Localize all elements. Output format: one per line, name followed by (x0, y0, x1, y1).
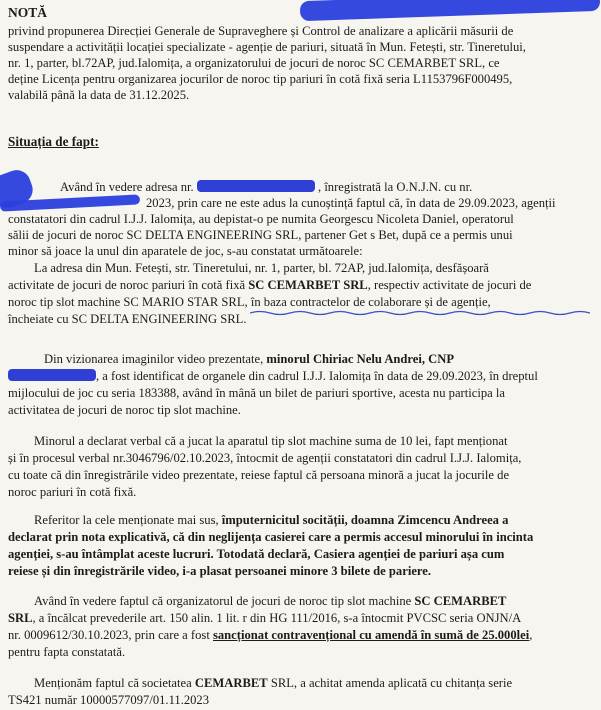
paragraph-line: cu toate că din înregistrările video prezentate, reiese faptul că persoana minoră a jucat la jocurile de (8, 468, 510, 482)
paragraph-line: Din vizionarea imaginilor video prezentate, minorul Chiriac Nelu Andrei, CNP (44, 352, 455, 366)
handwritten-underline (250, 310, 590, 316)
paragraph-line: La adresa din Mun. Fetești, str. Tineretului, nr. 1, parter, bl. 72AP, jud.Ialomița, desfășoară (34, 261, 489, 275)
intro-line: deține Licența pentru organizarea jocurilor de noroc tip pariuri în cotă fixă seria L1153796F000495, (8, 72, 513, 86)
paragraph-line: noroc tip slot machine SC MARIO STAR SRL, în baza contractelor de colaborare și de agenție, (8, 295, 491, 309)
paragraph-line: 2023, prin care ne este adus la cunoștință faptul că, în data de 29.09.2023, agenții (146, 196, 556, 210)
paragraph-line: Având în vedere adresa nr. , înregistrată la O.N.J.N. cu nr. (60, 180, 473, 194)
paragraph-line: activitatea de jocuri de noroc tip slot machine. (8, 403, 241, 417)
paragraph-line: mijlocului de joc cu seria 183388, având în mână un bilet de pariuri sportive, acesta nu participa la (8, 386, 505, 400)
paragraph-line: încheiate cu SC DELTA ENGINEERING SRL. (8, 312, 247, 326)
paragraph-line: Referitor la cele menționate mai sus, împuternicitul socității, doamna Zimcencu Andreea a (34, 513, 509, 527)
paragraph-line: TS421 număr 10000577097/01.11.2023 (8, 693, 210, 707)
section-heading: Situația de fapt: (8, 134, 99, 149)
intro-line: privind propunerea Direcției Generale de Supraveghere și Control de analizare a aplicării măsurii de (8, 24, 514, 38)
redacted-cnp (8, 369, 96, 381)
redaction-mark-top (300, 0, 601, 21)
paragraph-line: SRL, a încălcat prevederile art. 150 alin. 1 lit. r din HG 111/2016, s-a întocmit PVCSC seria ONJN/A (8, 611, 522, 625)
paragraph-line: Având în vedere faptul că organizatorul de jocuri de noroc tip slot machine SC CEMARBET (34, 594, 507, 608)
paragraph-line: nr. 0009612/30.10.2023, prin care a fost sancționat contravențional cu amendă în sumă de 25.000lei, (8, 628, 533, 642)
paragraph-line: Minorul a declarat verbal că a jucat la aparatul tip slot machine suma de 10 lei, fapt menționat (34, 434, 508, 448)
redacted-number (197, 180, 315, 192)
paragraph-line: minor să joace la unul din aparatele de joc, s-au constatat următoarele: (8, 244, 363, 258)
paragraph-line: și în procesul verbal nr.3046796/02.10.2023, întocmit de agenții constatatori din cadrul I.J.J. Ialomița, (8, 451, 522, 465)
intro-line: suspendare a activității locației specializate - agenție de pariuri, situată în Mun. Fetești, str. Tineretului, (8, 40, 526, 54)
paragraph-line: declarat prin nota explicativă, că din neglijența casierei care a permis accesul minorului în incinta (8, 530, 534, 544)
paragraph-line: agenției, s-au întâmplat aceste lucruri. Totodată declară, Casiera agenției de pariuri așa cum (8, 547, 505, 561)
paragraph-line: sălii de jocuri de noroc SC DELTA ENGINEERING SRL, partener Get s Bet, după ce a permis unui (8, 228, 513, 242)
intro-line: nr. 1, parter, bl.72AP, jud.Ialomița, a organizatorului de jocuri de noroc SC CEMARBET SRL, ce (8, 56, 500, 70)
paragraph-line: activitate de jocuri de noroc pariuri în cotă fixă SC CEMARBET SRL, respectiv activitate de jocuri de (8, 278, 532, 292)
paragraph-line: reiese și din înregistrările video, i-a plasat persoanei minore 3 bilete de pariere. (8, 564, 432, 578)
paragraph-line: , a fost identificat de organele din cadrul I.J.J. Ialomița în data de 29.09.2023, în dreptul (8, 369, 538, 384)
intro-line: valabilă până la data de 31.12.2025. (8, 88, 190, 102)
paragraph-line: Menționăm faptul că societatea CEMARBET SRL, a achitat amenda aplicată cu chitanța serie (34, 676, 513, 690)
paragraph-line: pentru fapta constatată. (8, 645, 126, 659)
document-title: NOTĂ (8, 5, 48, 20)
paragraph-line: noroc pariuri în cotă fixă. (8, 485, 137, 499)
paragraph-line: constatatori din cadrul I.J.J. Ialomița, au depistat-o pe numita Georgescu Nicoleta Daniel, operatorul (8, 212, 514, 226)
